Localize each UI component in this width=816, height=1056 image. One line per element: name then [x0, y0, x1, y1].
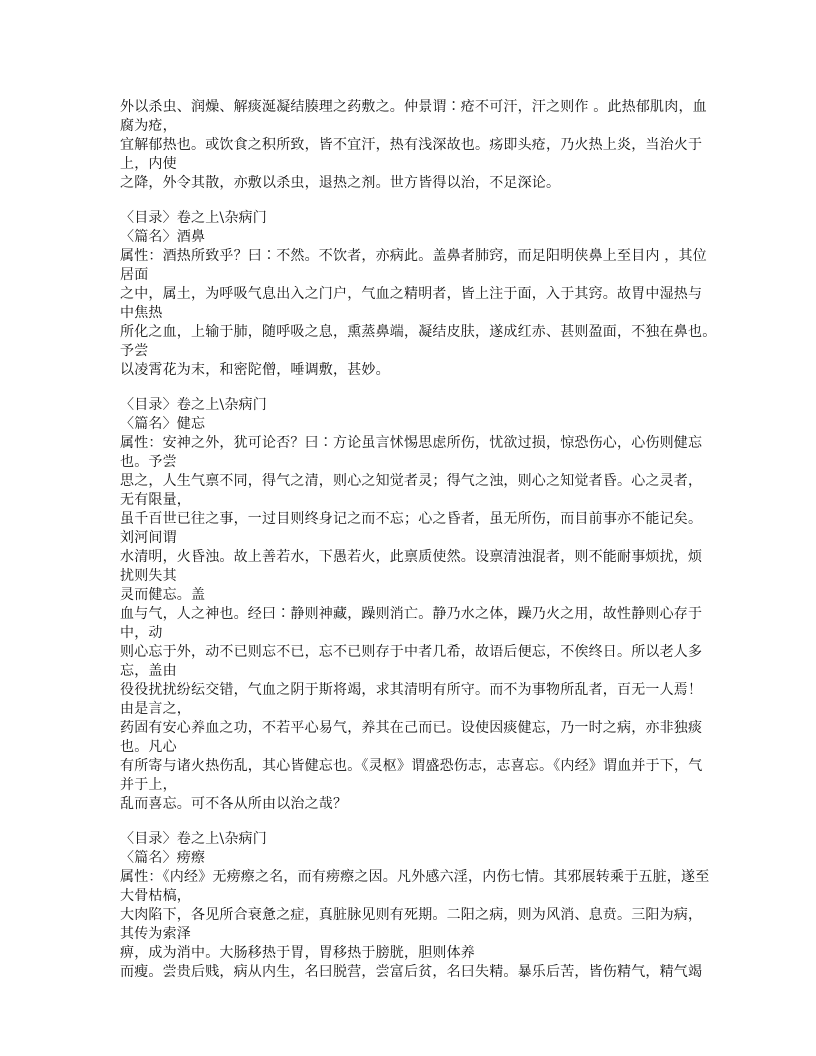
text-line: 扰则失其 [120, 568, 177, 584]
text-line: 刘河间谓 [120, 530, 177, 546]
text-line: 水清明，火昏浊。故上善若水，下愚若火，此禀质使然。设禀清浊混者，则不能耐事烦扰，烦 [120, 549, 703, 565]
catalog-heading: 〈目录〉卷之上\杂病门 [120, 210, 267, 226]
text-line: 则心忘于外，动不已则忘不已，忘不已则存于中者几希，故语后便忘，不俟终日。所以老人多 [120, 644, 703, 660]
text-line: 所化之血，上输于肺，随呼吸之息，熏蒸鼻端，凝结皮肤，遂成红赤、甚则盈面，不独在鼻也。 [120, 324, 717, 340]
text-line: 役役扰扰纷纭交错，气血之阴于斯将竭，求其清明有所守。而不为事物所乱者，百无一人焉！ [120, 682, 703, 698]
text-line: 居面 [120, 267, 149, 283]
text-line: 外以杀虫、润燥、解痰涎凝结腠理之药敷之。仲景谓∶疮不可汗，汗之则作 。此热郁肌肉，血 [120, 99, 707, 115]
text-line: 大肉陷下，各见所合衰惫之症，真脏脉见则有死期。二阳之病，则为风消、息贲。三阳为病， [120, 907, 703, 923]
text-line: 腐为疮， [120, 118, 177, 134]
text-line: 痹，成为消中。大肠移热于胃，胃移热于膀胱，胆则体养 [120, 945, 475, 961]
text-line: 宜解郁热也。或饮食之积所致，皆不宜汗，热有浅深故也。疡即头疮，乃火热上炎，当治火于 [120, 137, 703, 153]
text-section-intro [120, 98, 710, 193]
text-line: 予尝 [120, 343, 149, 359]
text-line: 无有限量， [120, 492, 191, 508]
text-line: 乱而喜忘。可不各从所由以治之哉？ [120, 796, 348, 812]
text-section-jiubi [120, 209, 717, 380]
text-line: 中焦热 [120, 305, 163, 321]
text-line: 上，内使 [120, 156, 177, 172]
text-line: 属性：安神之外，犹可论否？曰∶方论虽言怵惕思虑所伤，忧欲过损，惊恐伤心，心伤则健忘 [120, 435, 703, 451]
text-line: 之中，属土，为呼吸气息出入之门户，气血之精明者，皆上注于面，入于其窍。故胃中湿热与 [120, 286, 703, 302]
text-line: 中，动 [120, 625, 163, 641]
text-line: 属性：酒热所致乎？曰∶不然。不饮者，亦病此。盖鼻者肺窍，而足阳明侠鼻上至目内 ，其位 [120, 248, 707, 264]
catalog-heading: 〈目录〉卷之上\杂病门 [120, 397, 267, 413]
text-line: 灵而健忘。盖 [120, 587, 206, 603]
text-section-jianwang [120, 396, 710, 814]
text-line: 药固有安心养血之功，不若平心易气，养其在己而已。设使因痰健忘，乃一时之病，亦非独痰 [120, 720, 703, 736]
text-line: 也。凡心 [120, 739, 177, 755]
text-line: 也。予尝 [120, 454, 177, 470]
text-line: 血与气，人之神也。经曰∶静则神藏，躁则消亡。静乃水之体，躁乃火之用，故性静则心存于 [120, 606, 703, 622]
text-line: 其传为索泽 [120, 926, 191, 942]
text-line: 忘，盖由 [120, 663, 177, 679]
text-line: 属性：《内经》无痨瘵之名，而有痨瘵之因。凡外感六淫，内伤七情。其邪展转乘于五脏，遂至 [120, 869, 710, 885]
document-page [120, 98, 717, 998]
chapter-title: 〈篇名〉健忘 [120, 416, 206, 432]
text-line: 由是言之， [120, 701, 191, 717]
text-line: 虽千百世已往之事，一过目则终身记之而不忘；心之昏者，虽无所伤，而目前事亦不能记矣。 [120, 511, 703, 527]
text-line: 有所寄与诸火热伤乱，其心皆健忘也。《灵枢》谓盛恐伤志，志喜忘。《内经》谓血并于下，气 [120, 758, 703, 774]
text-line: 大骨枯槁， [120, 888, 191, 904]
text-line: 思之，人生气禀不同，得气之清，则心之知觉者灵；得气之浊，则心之知觉者昏。心之灵者， [120, 473, 703, 489]
text-line: 之降，外令其散，亦敷以杀虫，退热之剂。世方皆得以治，不足深论。 [120, 175, 561, 191]
text-section-laozhai [120, 830, 710, 982]
text-line: 并于上， [120, 777, 177, 793]
chapter-title: 〈篇名〉酒鼻 [120, 229, 206, 245]
chapter-title: 〈篇名〉痨瘵 [120, 850, 206, 866]
text-line: 而瘦。尝贵后贱，病从内生，名曰脱营，尝富后贫，名曰失精。暴乐后苦，皆伤精气，精气竭 [120, 964, 703, 980]
text-line: 以凌霄花为末，和密陀僧，唾调敷，甚妙。 [120, 362, 390, 378]
catalog-heading: 〈目录〉卷之上\杂病门 [120, 831, 267, 847]
